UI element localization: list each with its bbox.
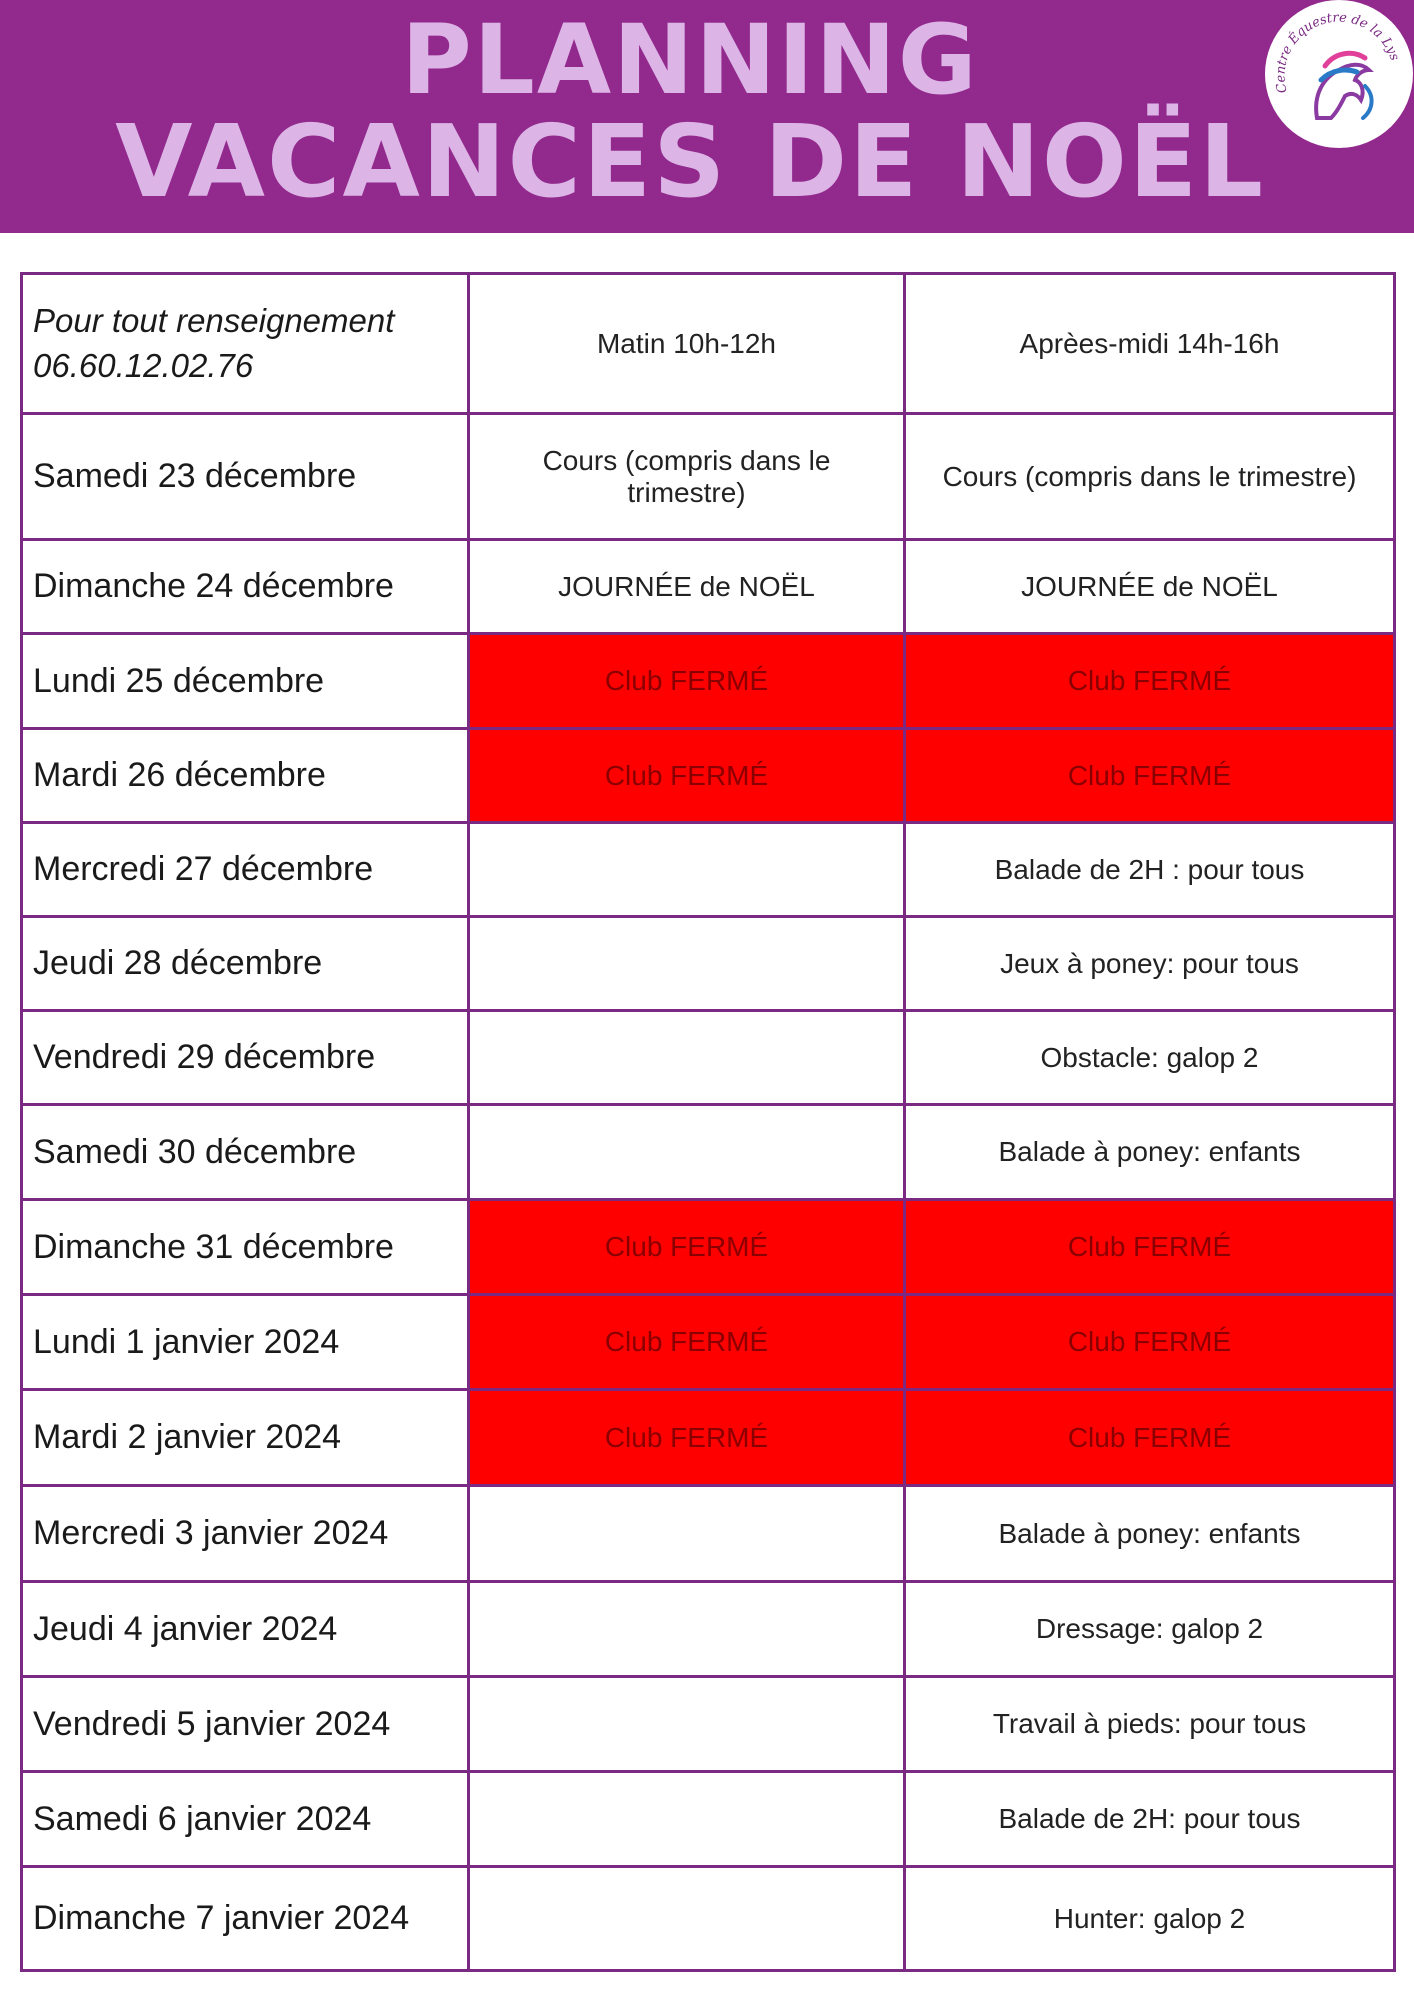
page-title-line1: PLANNING xyxy=(401,4,979,116)
morning-activity-cell: JOURNÉE de NOËL xyxy=(469,540,905,634)
morning-activity-cell xyxy=(469,1011,905,1105)
day-cell: Vendredi 29 décembre xyxy=(22,1011,469,1105)
afternoon-activity-cell: Jeux à poney: pour tous xyxy=(905,917,1395,1011)
table-row xyxy=(22,1011,1395,1105)
morning-activity-cell: Cours (compris dans le trimestre) xyxy=(469,414,905,540)
planning-table xyxy=(20,272,1396,1972)
table-row xyxy=(22,823,1395,917)
table-row xyxy=(22,414,1395,540)
morning-activity-cell xyxy=(469,1105,905,1200)
afternoon-activity-cell: Balade de 2H : pour tous xyxy=(905,823,1395,917)
day-cell: Samedi 6 janvier 2024 xyxy=(22,1772,469,1867)
page-title-line2: VACANCES DE NOËL xyxy=(115,103,1265,220)
morning-activity-cell: Club FERMÉ xyxy=(469,634,905,729)
day-cell: Vendredi 5 janvier 2024 xyxy=(22,1677,469,1772)
contact-phone: 06.60.12.02.76 xyxy=(33,346,254,384)
morning-activity-cell: Club FERMÉ xyxy=(469,1295,905,1390)
table-header-row xyxy=(22,274,1395,414)
morning-activity-cell xyxy=(469,823,905,917)
day-cell: Dimanche 24 décembre xyxy=(22,540,469,634)
day-cell: Dimanche 7 janvier 2024 xyxy=(22,1867,469,1971)
day-cell: Samedi 30 décembre xyxy=(22,1105,469,1200)
afternoon-activity-cell: Club FERMÉ xyxy=(905,729,1395,823)
afternoon-activity-cell: Club FERMÉ xyxy=(905,1295,1395,1390)
table-row xyxy=(22,1200,1395,1295)
afternoon-activity-cell: Balade à poney: enfants xyxy=(905,1486,1395,1582)
morning-activity-cell xyxy=(469,1582,905,1677)
morning-activity-cell xyxy=(469,1772,905,1867)
morning-activity-cell: Club FERMÉ xyxy=(469,1200,905,1295)
morning-activity-cell xyxy=(469,1486,905,1582)
horse-logo-icon xyxy=(1265,0,1413,148)
day-cell: Mardi 26 décembre xyxy=(22,729,469,823)
table-row xyxy=(22,1772,1395,1867)
table-row xyxy=(22,1390,1395,1486)
day-cell: Dimanche 31 décembre xyxy=(22,1200,469,1295)
day-cell: Jeudi 4 janvier 2024 xyxy=(22,1582,469,1677)
column-header-afternoon: Aprèes-midi 14h-16h xyxy=(905,274,1395,414)
afternoon-activity-cell: Obstacle: galop 2 xyxy=(905,1011,1395,1105)
morning-activity-cell xyxy=(469,917,905,1011)
header-banner xyxy=(0,0,1414,233)
afternoon-activity-cell: Balade de 2H: pour tous xyxy=(905,1772,1395,1867)
day-cell: Lundi 1 janvier 2024 xyxy=(22,1295,469,1390)
afternoon-activity-cell: Club FERMÉ xyxy=(905,1390,1395,1486)
day-cell: Mercredi 3 janvier 2024 xyxy=(22,1486,469,1582)
afternoon-activity-cell: Travail à pieds: pour tous xyxy=(905,1677,1395,1772)
table-row xyxy=(22,1486,1395,1582)
afternoon-activity-cell: Club FERMÉ xyxy=(905,634,1395,729)
club-logo xyxy=(1265,0,1413,148)
morning-activity-cell: Club FERMÉ xyxy=(469,1390,905,1486)
day-cell: Samedi 23 décembre xyxy=(22,414,469,540)
morning-activity-cell xyxy=(469,1867,905,1971)
afternoon-activity-cell: JOURNÉE de NOËL xyxy=(905,540,1395,634)
logo-text: Centre Équestre de la Lys xyxy=(1273,10,1402,95)
morning-activity-cell: Club FERMÉ xyxy=(469,729,905,823)
table-row xyxy=(22,540,1395,634)
day-cell: Mardi 2 janvier 2024 xyxy=(22,1390,469,1486)
column-header-morning: Matin 10h-12h xyxy=(469,274,905,414)
table-row xyxy=(22,1867,1395,1971)
table-row xyxy=(22,729,1395,823)
table-row xyxy=(22,1295,1395,1390)
day-cell: Mercredi 27 décembre xyxy=(22,823,469,917)
contact-info-cell xyxy=(22,274,469,414)
day-cell: Lundi 25 décembre xyxy=(22,634,469,729)
table-row xyxy=(22,1677,1395,1772)
afternoon-activity-cell: Hunter: galop 2 xyxy=(905,1867,1395,1971)
contact-label: Pour tout renseignement xyxy=(33,301,395,339)
svg-text:Centre Équestre de la Lys xyxy=(1273,11,1401,95)
afternoon-activity-cell: Cours (compris dans le trimestre) xyxy=(905,414,1395,540)
table-row xyxy=(22,1105,1395,1200)
table-row xyxy=(22,1582,1395,1677)
table-row xyxy=(22,634,1395,729)
table-row xyxy=(22,917,1395,1011)
afternoon-activity-cell: Balade à poney: enfants xyxy=(905,1105,1395,1200)
afternoon-activity-cell: Dressage: galop 2 xyxy=(905,1582,1395,1677)
afternoon-activity-cell: Club FERMÉ xyxy=(905,1200,1395,1295)
day-cell: Jeudi 28 décembre xyxy=(22,917,469,1011)
morning-activity-cell xyxy=(469,1677,905,1772)
